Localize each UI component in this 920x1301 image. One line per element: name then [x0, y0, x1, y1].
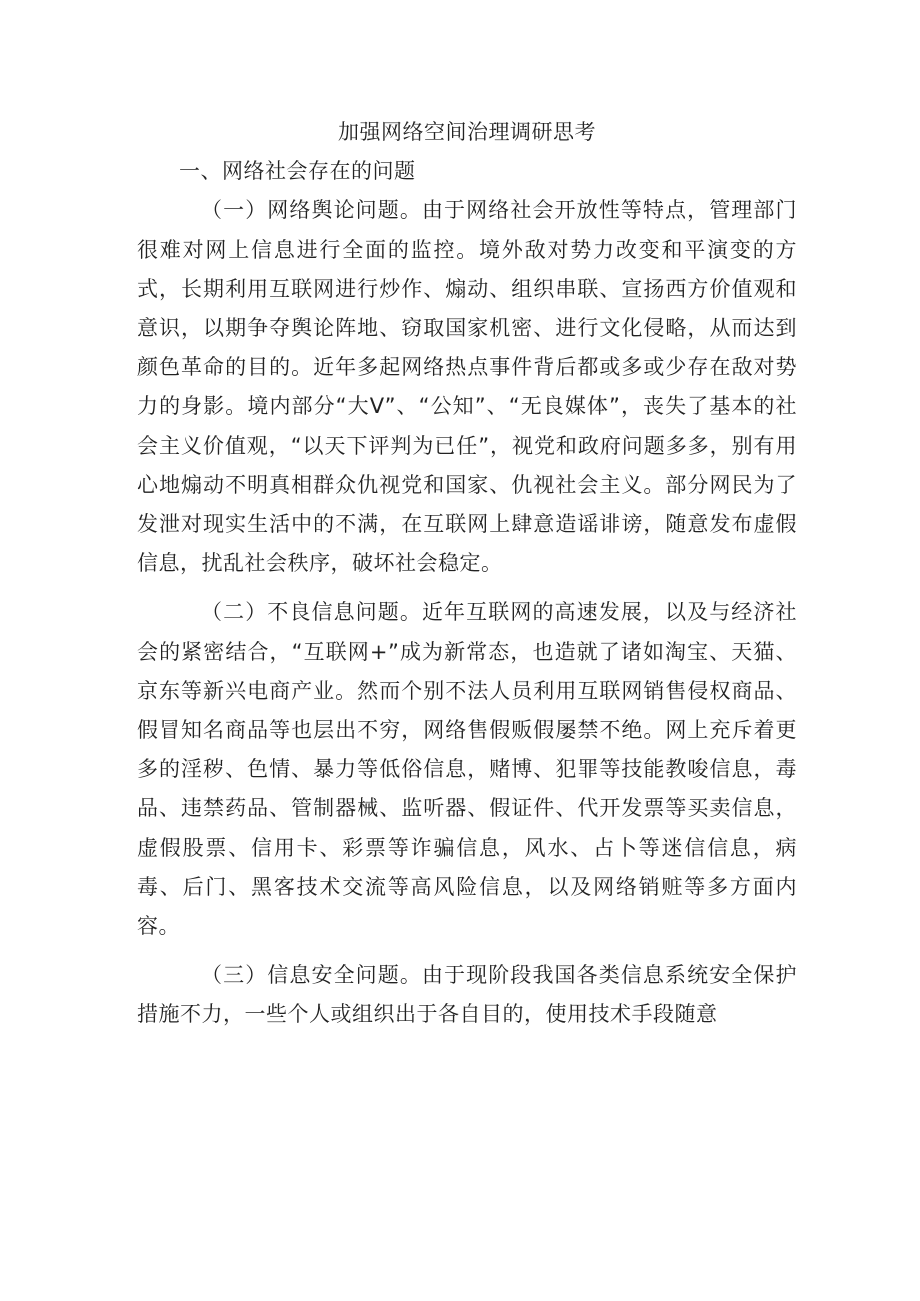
- section-heading: 一、网络社会存在的问题: [179, 159, 416, 184]
- document-body: [137, 113, 797, 1035]
- paragraph-information-security: （三）信息安全问题。由于现阶段我国各类信息系统安全保护措施不力，一些个人或组织出于各自目的，使用技术手段随意: [137, 963, 797, 1027]
- paragraph-bad-information: （二）不良信息问题。近年互联网的高速发展，以及与经济社会的紧密结合，“互联网+”成为新常态，也造就了诸如淘宝、天猫、京东等新兴电商产业。然而个别不法人员利用互联网销售侵权商品、假冒知名商品等也层出不穷，网络售假贩假屡禁不绝。网上充斥着更多的淫秽、色情、暴力等低俗信息，赌博、犯罪等技能教唆信息，毒品、违禁药品、管制器械、监听器、假证件、代开发票等买卖信息，虚假股票、信用卡、彩票等诈骗信息，风水、占卜等迷信信息，病毒、后门、黑客技术交流等高风险信息，以及网络销赃等多方面内容。: [137, 600, 797, 939]
- document-title: 加强网络空间治理调研思考: [338, 120, 596, 144]
- paragraph-network-opinion: （一）网络舆论问题。由于网络社会开放性等特点，管理部门很难对网上信息进行全面的监控。境外敌对势力改变和平演变的方式，长期利用互联网进行炒作、煽动、组织串联、宣扬西方价值观和意识，以期争夺舆论阵地、窃取国家机密、进行文化侵略，从而达到颜色革命的目的。近年多起网络热点事件背后都或多或少存在敌对势力的身影。境内部分“大V”、“公知”、“无良媒体”，丧失了基本的社会主义价值观，“以天下评判为已任”，视党和政府问题多多，别有用心地煽动不明真相群众仇视党和国家、仇视社会主义。部分网民为了发泄对现实生活中的不满，在互联网上肆意造谣诽谤，随意发布虚假信息，扰乱社会秩序，破坏社会稳定。: [137, 198, 797, 576]
